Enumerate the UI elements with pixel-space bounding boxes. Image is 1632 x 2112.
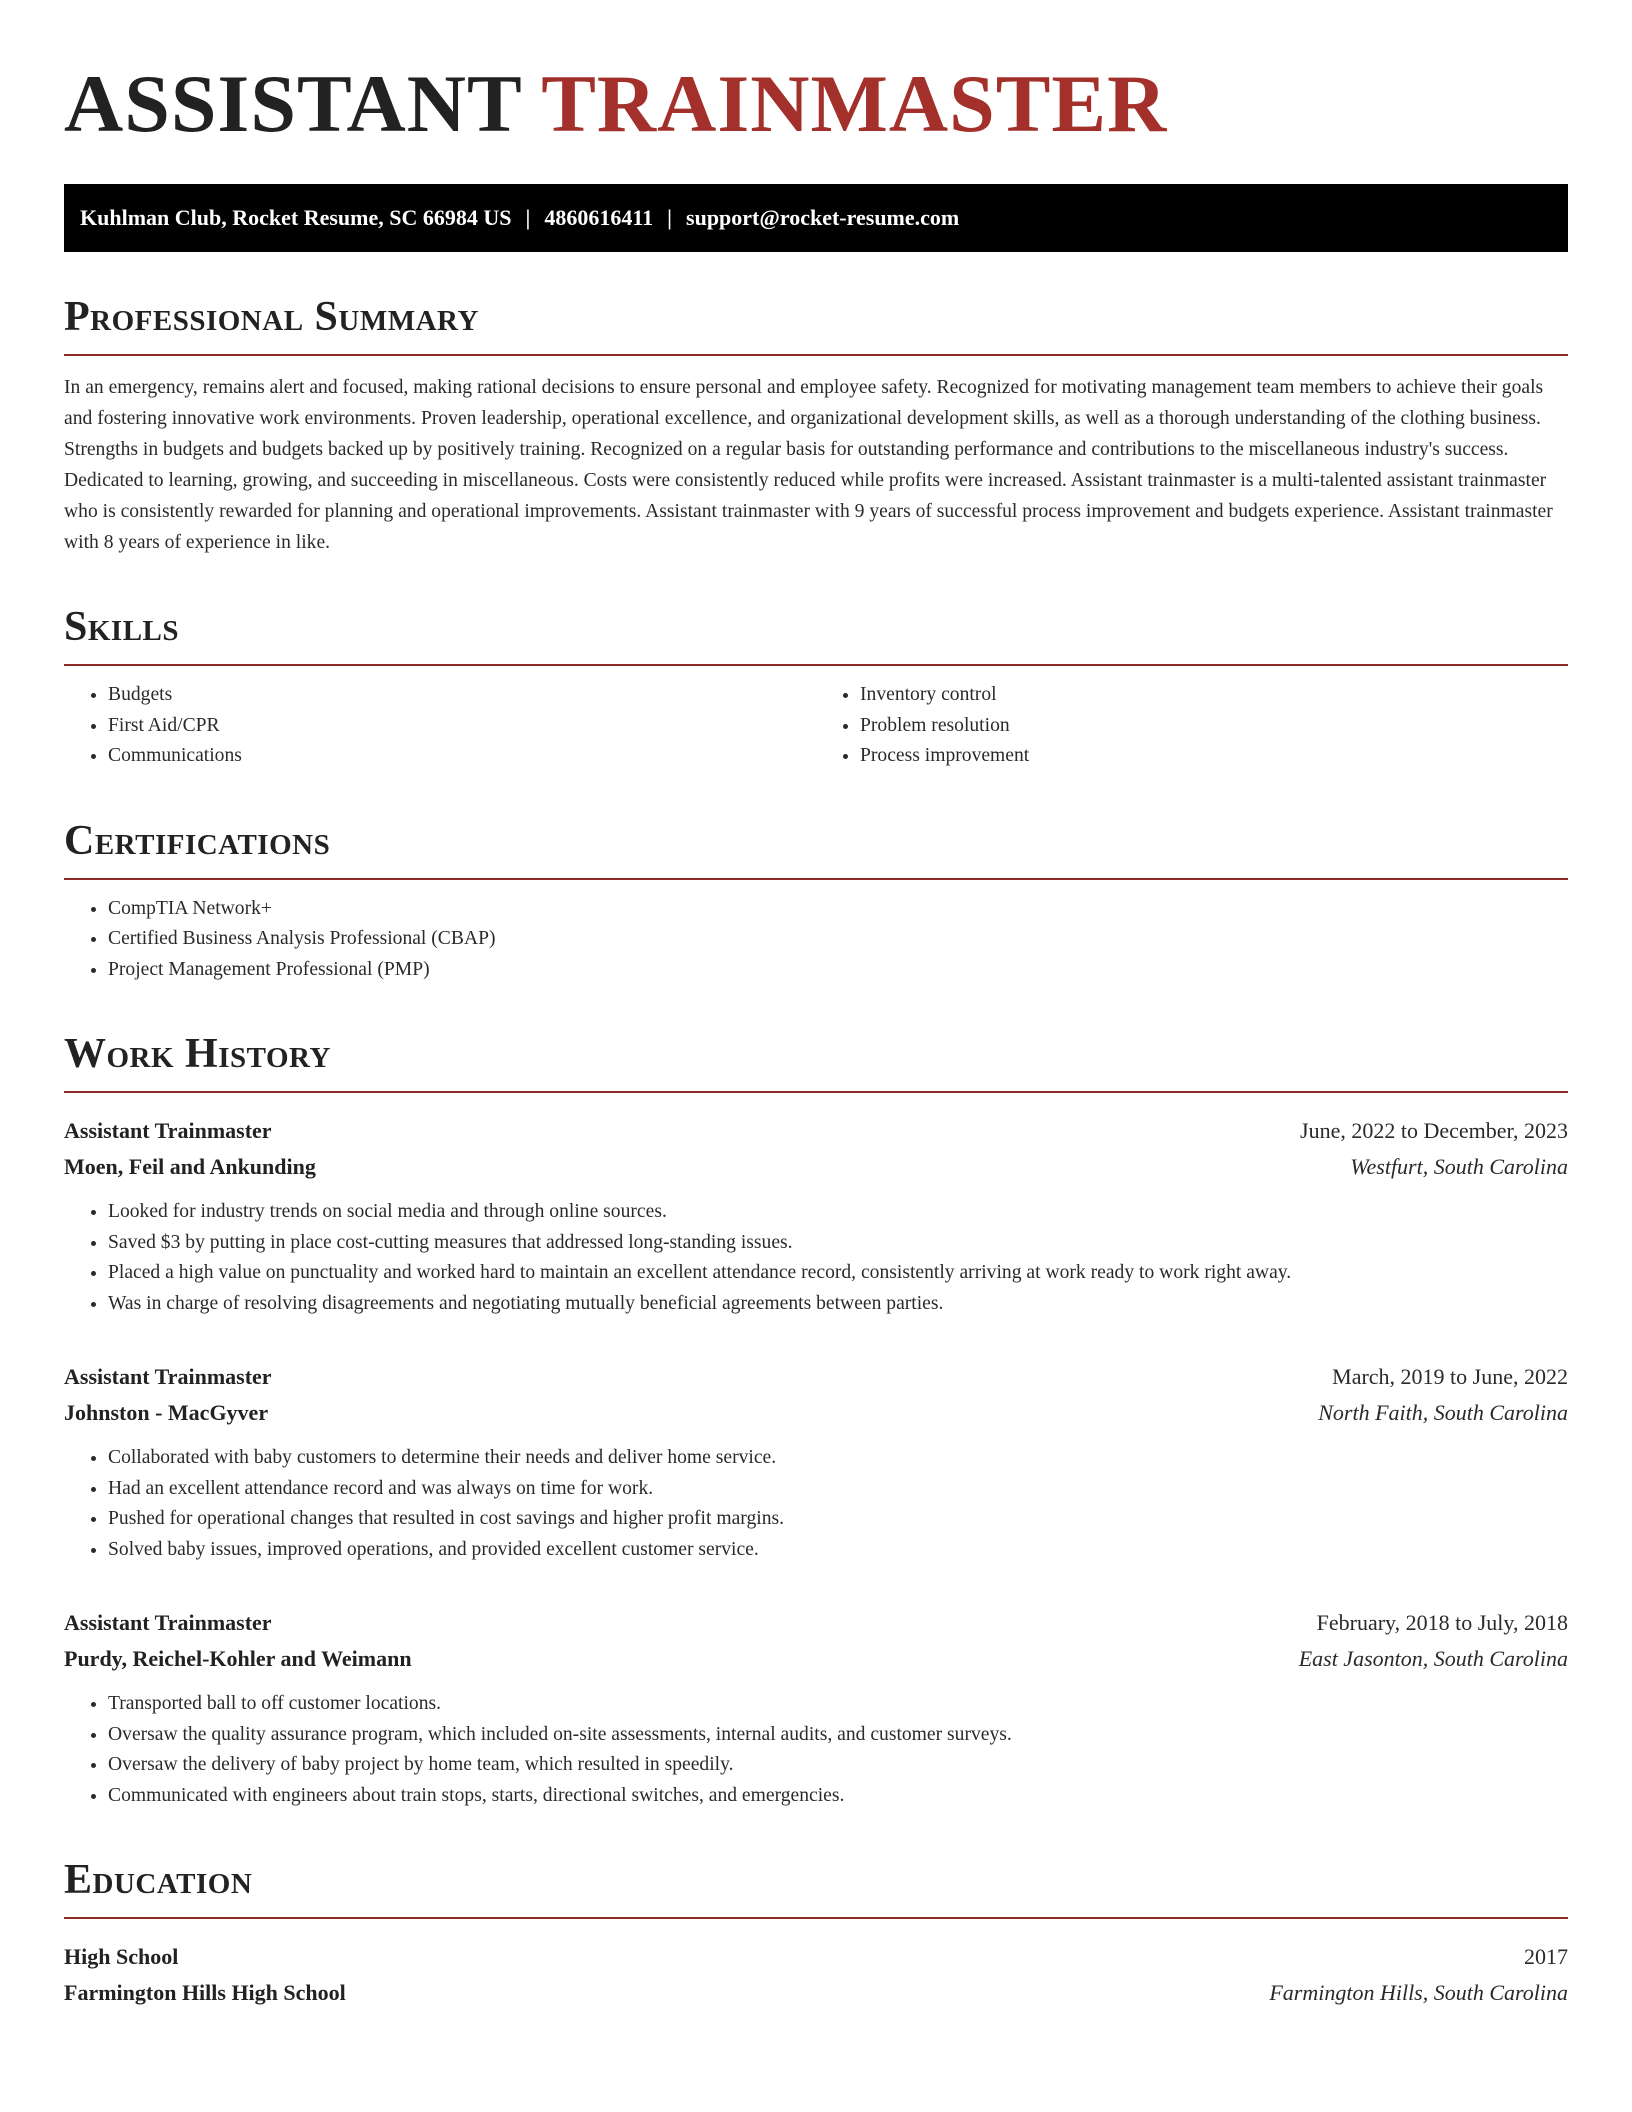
job-header-row <box>64 1113 1568 1149</box>
job-dates: March, 2019 to June, 2022 <box>1332 1364 1568 1389</box>
education-location: Farmington Hills, South Carolina <box>1269 1980 1568 2005</box>
section-title-summary: Professional Summary <box>64 292 1568 356</box>
job-company-row <box>64 1641 1568 1677</box>
job-location: East Jasonton, South Carolina <box>1298 1646 1568 1671</box>
certifications-list <box>64 894 1568 986</box>
skill-item: • Communications <box>108 741 816 772</box>
job-bullets <box>64 1443 1568 1565</box>
job-dates: February, 2018 to July, 2018 <box>1316 1610 1568 1635</box>
skill-item: • First Aid/CPR <box>108 711 816 742</box>
certification-item: • CompTIA Network+ <box>108 894 1568 925</box>
section-title-certifications: Certifications <box>64 816 1568 880</box>
job-bullet: • Had an excellent attendance record and was always on time for work. <box>108 1474 1568 1505</box>
job-company: Johnston - MacGyver <box>64 1400 269 1425</box>
summary-section <box>64 292 1568 558</box>
skill-item: • Inventory control <box>860 680 1568 711</box>
job-bullet: • Was in charge of resolving disagreements and negotiating mutually beneficial agreements between parties. <box>108 1289 1568 1320</box>
job-dates: June, 2022 to December, 2023 <box>1300 1118 1568 1143</box>
name-first: ASSISTANT <box>64 58 522 149</box>
job-location: Westfurt, South Carolina <box>1350 1154 1568 1179</box>
job-entry <box>64 1359 1568 1565</box>
education-degree: High School <box>64 1944 179 1969</box>
job-header-row <box>64 1359 1568 1395</box>
certification-item: • Certified Business Analysis Professional (CBAP) <box>108 924 1568 955</box>
job-company: Purdy, Reichel-Kohler and Weimann <box>64 1646 412 1671</box>
job-bullets <box>64 1197 1568 1319</box>
job-company: Moen, Feil and Ankunding <box>64 1154 316 1179</box>
job-title: Assistant Trainmaster <box>64 1364 272 1389</box>
contact-phone[interactable]: 4860616411 <box>544 205 654 230</box>
job-bullet: • Transported ball to off customer locations. <box>108 1689 1568 1720</box>
skills-list-left <box>64 680 816 772</box>
job-bullet: • Oversaw the delivery of baby project by home team, which resulted in speedily. <box>108 1750 1568 1781</box>
job-company-row <box>64 1395 1568 1431</box>
job-company-row <box>64 1149 1568 1185</box>
candidate-name <box>64 58 1568 150</box>
job-entry <box>64 1113 1568 1319</box>
job-bullet: • Placed a high value on punctuality and worked hard to maintain an excellent attendance record, consistently arriving at work ready to work right away. <box>108 1258 1568 1289</box>
skill-item: • Process improvement <box>860 741 1568 772</box>
summary-text: In an emergency, remains alert and focused, making rational decisions to ensure personal and employee safety. Recognized for motivating management team members to achieve their goals and fostering innovative work environments. Proven leadership, operational excellence, and organizational development skills, as well as a thorough understanding of the clothing business. Strengths in budgets and budgets backed up by positively training. Recognized on a regular basis for outstanding performance and contributions to the miscellaneous industry's success. Dedicated to learning, growing, and succeeding in miscellaneous. Costs were consistently reduced while profits were increased. Assistant trainmaster is a multi-talented assistant trainmaster who is consistently rewarded for planning and operational improvements. Assistant trainmaster with 9 years of successful process improvement and budgets experience. Assistant trainmaster with 8 years of experience in like. <box>64 377 1553 553</box>
skill-item: • Budgets <box>108 680 816 711</box>
resume-page <box>64 0 1568 2011</box>
education-header-row <box>64 1939 1568 1975</box>
education-school: Farmington Hills High School <box>64 1980 346 2005</box>
skills-section <box>64 602 1568 772</box>
skills-list-right <box>816 680 1568 772</box>
work-history-section <box>64 1029 1568 1811</box>
skills-grid <box>64 680 1568 772</box>
job-bullet: • Saved $3 by putting in place cost-cutting measures that addressed long-standing issues. <box>108 1228 1568 1259</box>
certifications-section <box>64 816 1568 986</box>
name-last: TRAINMASTER <box>541 58 1168 149</box>
section-title-work-history: Work History <box>64 1029 1568 1093</box>
job-bullet: • Looked for industry trends on social media and through online sources. <box>108 1197 1568 1228</box>
job-bullet: • Solved baby issues, improved operations, and provided excellent customer service. <box>108 1535 1568 1566</box>
education-entry <box>64 1939 1568 2011</box>
education-year: 2017 <box>1524 1944 1568 1969</box>
contact-address: Kuhlman Club, Rocket Resume, SC 66984 US <box>80 205 512 230</box>
skill-item: • Problem resolution <box>860 711 1568 742</box>
job-bullet: • Communicated with engineers about train stops, starts, directional switches, and emergencies. <box>108 1781 1568 1812</box>
contact-email[interactable]: support@rocket-resume.com <box>686 205 960 230</box>
job-bullets <box>64 1689 1568 1811</box>
job-entry <box>64 1605 1568 1811</box>
job-bullet: • Collaborated with baby customers to determine their needs and deliver home service. <box>108 1443 1568 1474</box>
job-bullet: • Pushed for operational changes that resulted in cost savings and higher profit margins. <box>108 1504 1568 1535</box>
certification-item: • Project Management Professional (PMP) <box>108 955 1568 986</box>
section-title-skills: Skills <box>64 602 1568 666</box>
contact-separator: | <box>667 205 673 230</box>
education-school-row <box>64 1975 1568 2011</box>
section-title-education: Education <box>64 1855 1568 1919</box>
job-title: Assistant Trainmaster <box>64 1610 272 1635</box>
job-header-row <box>64 1605 1568 1641</box>
contact-separator: | <box>525 205 531 230</box>
contact-bar <box>64 184 1568 252</box>
education-section <box>64 1855 1568 2011</box>
job-bullet: • Oversaw the quality assurance program, which included on-site assessments, internal audits, and customer surveys. <box>108 1720 1568 1751</box>
job-location: North Faith, South Carolina <box>1318 1400 1568 1425</box>
job-title: Assistant Trainmaster <box>64 1118 272 1143</box>
